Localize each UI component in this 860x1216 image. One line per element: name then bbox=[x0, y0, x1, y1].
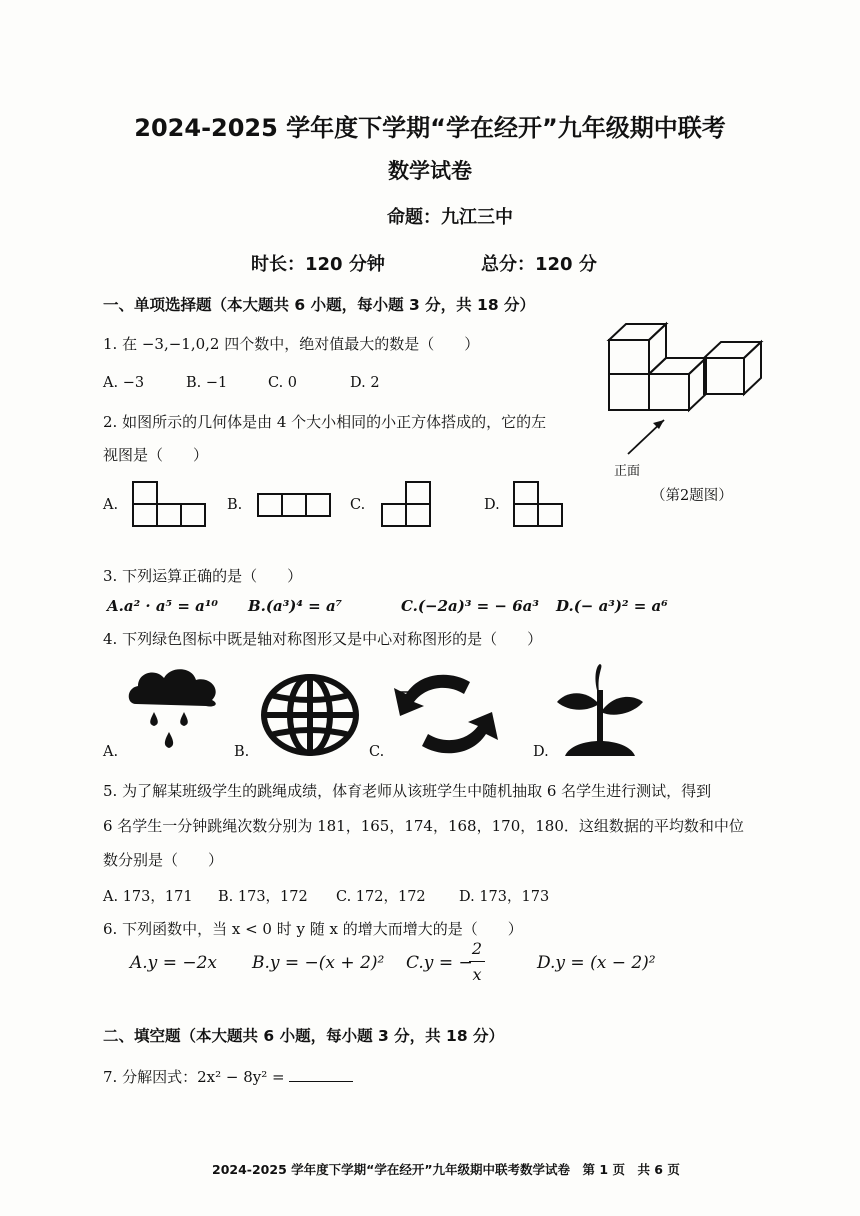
exam-subtitle: 数学试卷 bbox=[388, 159, 472, 183]
q6-fraction-denominator: x bbox=[472, 965, 482, 984]
exam-total-score: 总分：120 分 bbox=[481, 254, 597, 275]
q3-option-a: A.a² · a⁵ = a¹⁰ bbox=[107, 597, 218, 615]
recycle-arrows-icon bbox=[394, 672, 498, 756]
q5-stem-line1: 5. 为了解某班级学生的跳绳成绩，体育老师从该班学生中随机抽取 6 名学生进行测试，得到 bbox=[103, 782, 712, 800]
q2-option-a-label: A. bbox=[103, 497, 119, 513]
q4-option-a-label: A. bbox=[103, 744, 119, 760]
q1-option-c: C. 0 bbox=[268, 375, 298, 391]
q5-stem-line2: 6 名学生一分钟跳绳次数分别为 181，165，174，168，170，180．这组数据的平均数和中位 bbox=[103, 817, 744, 835]
q2-front-label: 正面 bbox=[614, 464, 641, 479]
q7-stem-text: 7. 分解因式：2x² − 8y² = bbox=[103, 1068, 285, 1086]
q2-stem-line2: 视图是（ ） bbox=[103, 446, 209, 464]
q3-option-c: C.(−2a)³ = − 6a³ bbox=[401, 597, 539, 615]
section2-heading: 二、填空题（本大题共 6 小题，每小题 3 分，共 18 分） bbox=[103, 1027, 505, 1045]
exam-author: 命题：九江三中 bbox=[387, 207, 513, 228]
sprout-icon bbox=[555, 664, 645, 758]
q7-stem bbox=[103, 1066, 353, 1087]
q2-option-c-label: C. bbox=[350, 497, 366, 513]
q6-option-c: C.y = − bbox=[406, 953, 473, 973]
q2-option-b-label: B. bbox=[227, 497, 243, 513]
q1-option-a: A. −3 bbox=[103, 375, 145, 391]
q2-option-d-label: D. bbox=[484, 497, 500, 513]
q6-fraction-numerator: 2 bbox=[471, 939, 483, 958]
q6-option-b: B.y = −(x + 2)² bbox=[252, 953, 385, 973]
q3-stem: 3. 下列运算正确的是（ ） bbox=[103, 567, 303, 585]
q5-option-a: A. 173，171 bbox=[103, 889, 193, 905]
q5-stem-line3: 数分别是（ ） bbox=[103, 851, 224, 869]
q6-option-a: A.y = −2x bbox=[130, 953, 217, 973]
q5-option-d: D. 173，173 bbox=[459, 889, 550, 905]
cloud-rain-icon bbox=[126, 664, 222, 758]
q4-stem: 4. 下列绿色图标中既是轴对称图形又是中心对称图形的是（ ） bbox=[103, 630, 543, 648]
q7-answer-blank[interactable] bbox=[289, 1067, 353, 1082]
section1-heading: 一、单项选择题（本大题共 6 小题，每小题 3 分，共 18 分） bbox=[103, 296, 536, 314]
q1-option-b: B. −1 bbox=[186, 375, 228, 391]
q3-option-d: D.(− a³)² = a⁶ bbox=[556, 597, 668, 615]
page-footer: 2024-2025 学年度下学期“学在经开”九年级期中联考数学试卷 第 1 页 共 6 页 bbox=[212, 1162, 680, 1177]
q5-option-c: C. 172，172 bbox=[336, 889, 426, 905]
globe-icon bbox=[260, 673, 360, 757]
q4-option-b-label: B. bbox=[234, 744, 250, 760]
q1-option-d: D. 2 bbox=[350, 375, 380, 391]
q6-fraction-bar bbox=[469, 961, 485, 962]
q4-option-c-label: C. bbox=[369, 744, 385, 760]
q2-option-a-view bbox=[132, 481, 206, 527]
q2-figure-caption: （第2题图） bbox=[651, 488, 733, 504]
q3-option-b: B.(a³)⁴ = a⁷ bbox=[248, 597, 343, 615]
q2-option-c-view bbox=[381, 481, 431, 527]
q4-option-d-label: D. bbox=[533, 744, 549, 760]
exam-title: 2024-2025 学年度下学期“学在经开”九年级期中联考 bbox=[134, 114, 726, 142]
q2-option-b-view bbox=[257, 493, 331, 517]
q2-stem-line1: 2. 如图所示的几何体是由 4 个大小相同的小正方体搭成的，它的左 bbox=[103, 413, 547, 431]
q2-option-d-view bbox=[513, 481, 563, 527]
exam-duration: 时长：120 分钟 bbox=[251, 254, 385, 275]
q6-stem: 6. 下列函数中，当 x < 0 时 y 随 x 的增大而增大的是（ ） bbox=[103, 920, 523, 938]
q6-option-d: D.y = (x − 2)² bbox=[537, 953, 656, 973]
q5-option-b: B. 173，172 bbox=[218, 889, 308, 905]
q1-stem: 1. 在 −3,−1,0,2 四个数中，绝对值最大的数是（ ） bbox=[103, 335, 480, 353]
